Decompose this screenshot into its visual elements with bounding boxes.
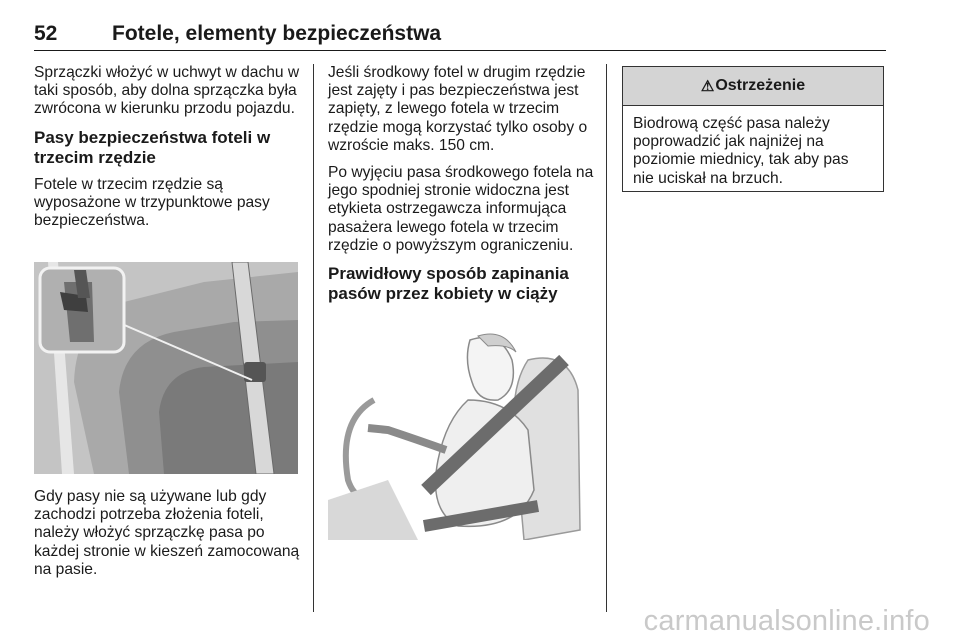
pregnant-woman-drawing xyxy=(328,330,592,540)
column-divider-right xyxy=(606,64,607,612)
warning-triangle-icon: ⚠ xyxy=(700,78,715,95)
paragraph-height-limit: Jeśli środkowy fotel w drugim rzędzie jest zajęty i pas bezpieczeństwa jest zapięty, z lewego fotela w trzecim rzędzie mogą korzystać tylko osoby o wzroście maks. 150 cm. xyxy=(328,64,588,154)
paragraph-warning-label: Po wyjęciu pasa środkowego fotela na jego spodniej stronie widoczna jest etykieta ostrzegawcza informująca pasażera lewego fotela w trzecim rzędzie o powyższym ograniczeniu. xyxy=(328,164,594,254)
warning-text: Biodrową część pasa należy poprowadzić jak najniżej na poziomie miednicy, tak aby pas nie uciskał na brzuch. xyxy=(633,115,849,187)
seat-belt-illustration xyxy=(34,262,298,474)
watermark: carmanualsonline.info xyxy=(643,605,930,637)
paragraph-third-row-belts: Fotele w trzecim rzędzie są wyposażone w trzypunktowe pasy bezpieczeństwa. xyxy=(34,175,270,230)
paragraph-buckle-roof: Sprzączki włożyć w uchwyt w dachu w taki sposób, aby dolna sprzączka była zwrócona w kierunku przodu pojazdu. xyxy=(34,64,300,118)
paragraph-buckle-pocket: Gdy pasy nie są używane lub gdy zachodzi potrzeba złożenia foteli, należy włożyć sprzączkę pasa po każdej stronie w kieszeń zamocowaną na pasie. xyxy=(34,488,300,578)
section-heading-pregnant: Prawidłowy sposób zapinania pasów przez kobiety w ciąży xyxy=(328,264,569,304)
warning-header xyxy=(623,67,883,106)
page-header xyxy=(34,22,886,52)
warning-box xyxy=(622,66,884,192)
section-heading-third-row: Pasy bezpieczeństwa foteli w trzecim rzędzie xyxy=(34,127,271,167)
page-number: 52 xyxy=(34,22,58,45)
column-middle xyxy=(328,64,594,312)
page-title: Fotele, elementy bezpieczeństwa xyxy=(112,22,442,45)
warning-title: Ostrzeżenie xyxy=(715,77,806,94)
pregnant-woman-illustration xyxy=(328,330,592,540)
column-left-lower xyxy=(34,488,300,588)
column-divider-left xyxy=(313,64,314,612)
seat-belt-drawing xyxy=(34,262,298,474)
header-rule xyxy=(34,50,886,51)
column-left xyxy=(34,64,300,239)
